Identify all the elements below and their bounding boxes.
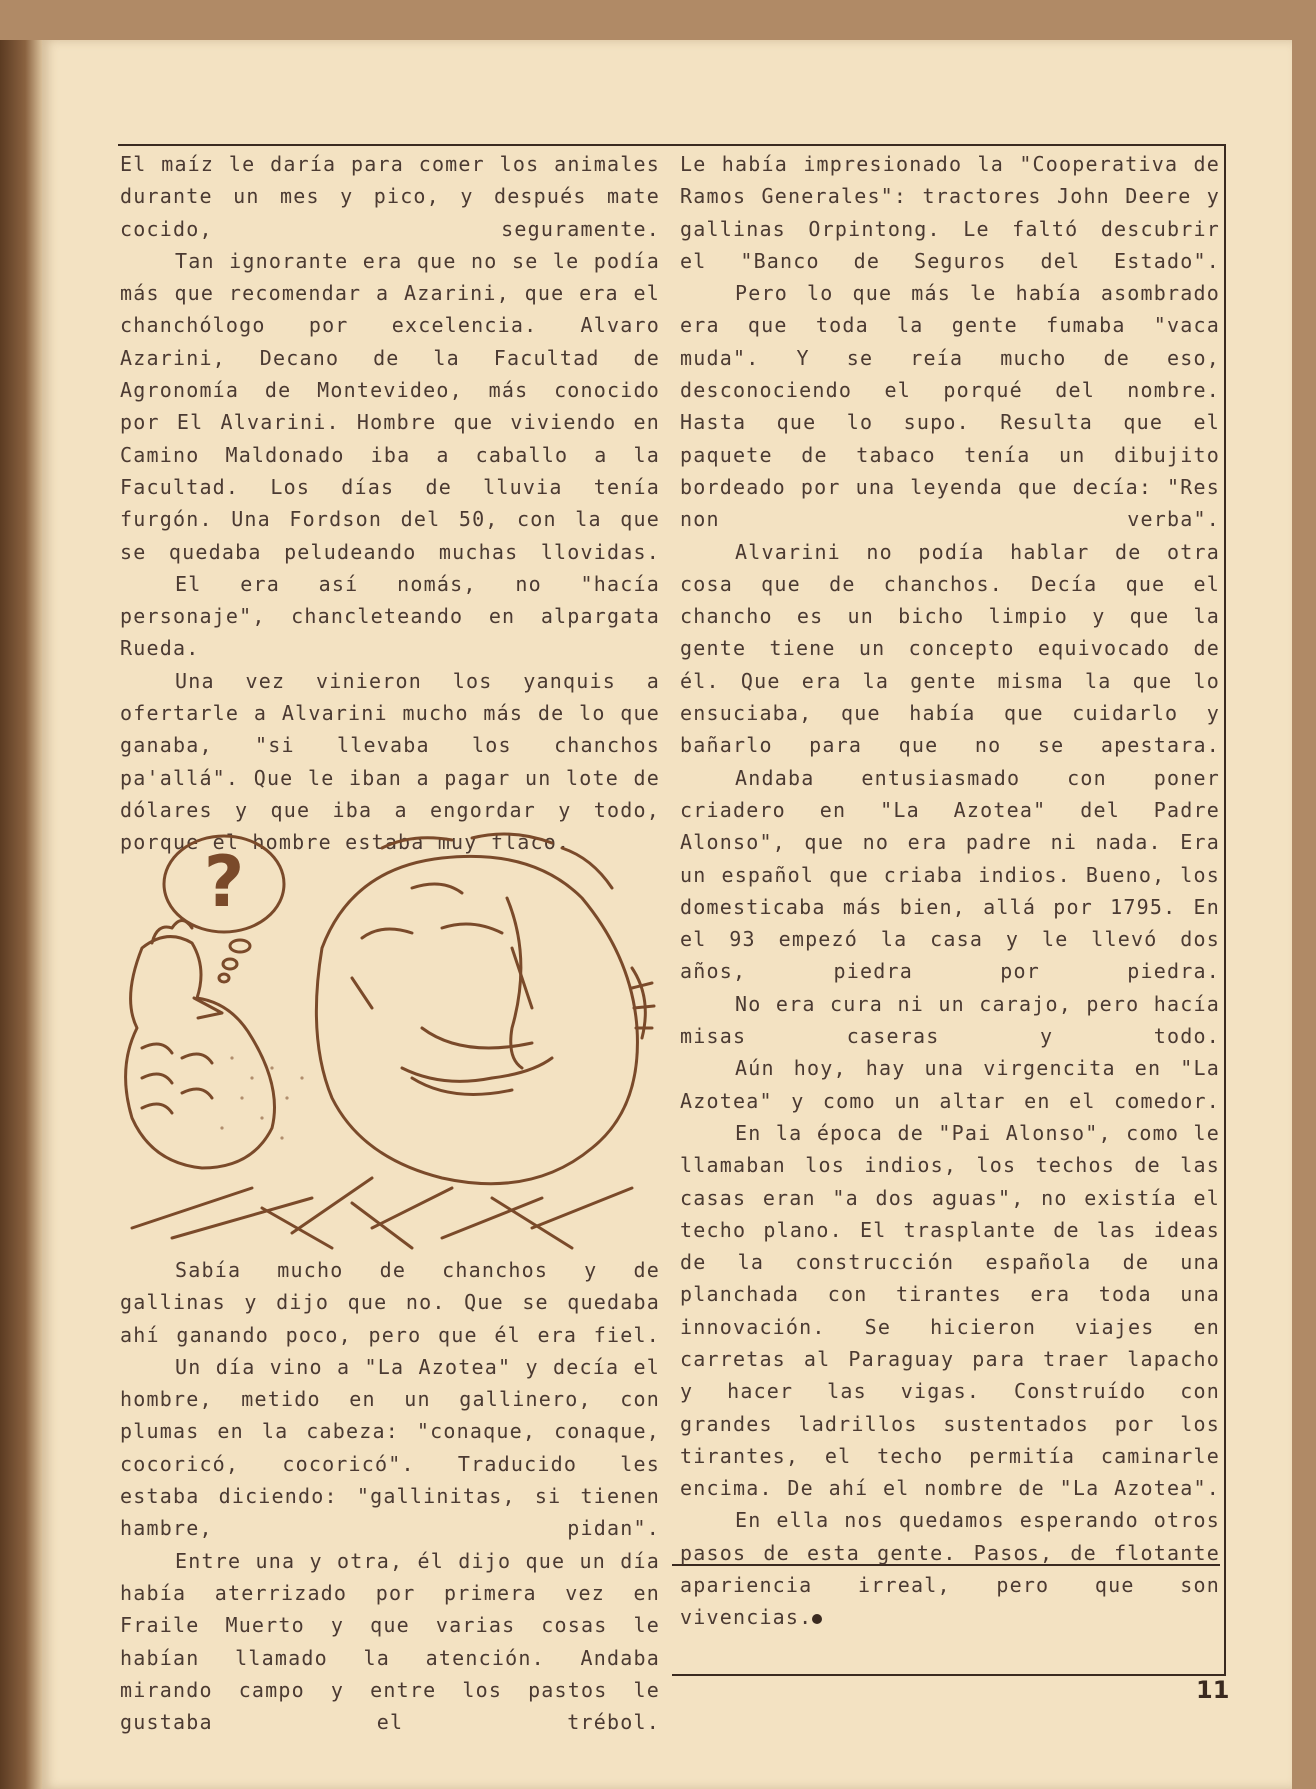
paragraph: Aún hoy, hay una virgencita en "La Azotea" y como un altar en el comedor. [680, 1056, 1220, 1113]
hen-outline [126, 937, 275, 1168]
top-rule [118, 144, 1226, 146]
left-column-bottom [120, 1254, 660, 1738]
paragraph: El maíz le daría para comer los animales durante un mes y pico, y después mate cocido, seguramente. [120, 152, 660, 241]
closing-paragraph [680, 1504, 1220, 1633]
paragraph: Sabía mucho de chanchos y de gallinas y dijo que no. Que se quedaba ahí ganando poco, pero que él era fiel. [120, 1258, 660, 1347]
paragraph: Andaba entusiasmado con poner criadero en "La Azotea" del Padre Alonso", que no era padre ni nada. Era un español que criaba indios. Bueno, los domesticaba más bien, allá por 1795. En el 93 empezó la casa y le llevó dos años, piedra por piedra. [680, 765, 1220, 984]
left-column-top [120, 148, 660, 859]
paragraph: No era cura ni un carajo, pero hacía misas caseras y todo. [680, 991, 1220, 1049]
paragraph: Alvarini no podía hablar de otra cosa que de chanchos. Decía que el chancho es un bicho limpio y que la gente tiene un concepto equivocado de él. Que era la gente misma la que lo ensuciaba, que había que cuidarlo y bañarlo para que no se apestara. [680, 539, 1220, 758]
paragraph: Pero lo que más le había asombrado era que toda la gente fumaba "vaca muda". Y se reía mucho de eso, desconociendo el porqué del nombre. Hasta que lo supo. Resulta que el paquete de tabaco tenía un dibujito bordeado por una leyenda que decía: "Res non verba". [680, 281, 1220, 532]
paragraph: Entre una y otra, él dijo que un día había aterrizado por primera vez en Fraile Muerto y que varias cosas le habían llamado la atención. Andaba mirando campo y entre los pastos le gustaba el trébol. [120, 1548, 660, 1735]
right-column [680, 148, 1220, 1634]
book-spine [0, 40, 42, 1789]
closing-text: En ella nos quedamos esperando otros pasos de esta gente. Pasos, de flotante apariencia irreal, pero que son vivencias. [680, 1508, 1220, 1630]
face-outline [316, 856, 637, 1183]
paragraph: El era así nomás, no "hacía personaje", chancleteando en alpargata Rueda. [120, 571, 660, 661]
question-mark: ? [203, 841, 245, 923]
illustration-alvarini-and-hen [112, 828, 668, 1258]
paragraph: Un día vino a "La Azotea" y decía el hombre, metido en un gallinero, con plumas en la cabeza: "conaque, conaque, cocoricó, cocoricó". Traducido les estaba diciendo: "gallinitas, si tienen hambre, pidan". [120, 1354, 660, 1541]
paragraph: En la época de "Pai Alonso", como le llamaban los indios, los techos de las casas eran "a dos aguas", no existía el techo plano. El trasplante de las ideas de la construcción española de una planchada con tirantes era toda una innovación. Se hicieron viajes en carretas al Paraguay para traer lapacho y hacer las vigas. Construído con grandes ladrillos sustentados por los tirantes, el techo permitía caminarle encima. De ahí el nombre de "La Azotea". [680, 1120, 1220, 1501]
end-bullet-icon [812, 1614, 822, 1624]
right-rule [1224, 144, 1226, 1675]
paragraph: Una vez vinieron los yanquis a ofertarle a Alvarini mucho más de lo que ganaba, "si llevaba los chanchos pa'allá". Que le iban a pagar un lote de dólares y que iba a engordar y todo, porque el hombre estaba muy flaco. [120, 668, 660, 855]
bottom-rule [672, 1674, 1226, 1676]
page-number: 11 [1196, 1676, 1230, 1704]
paragraph: Le había impresionado la "Cooperativa de Ramos Generales": tractores John Deere y gallinas Orpintong. Le faltó descubrir el "Banco de Seguros del Estado". [680, 152, 1220, 273]
paragraph: Tan ignorante era que no se le podía más que recomendar a Azarini, que era el chanchólogo por excelencia. Alvaro Azarini, Decano de la Facultad de Agronomía de Montevideo, más conocido por El Alvarini. Hombre que viviendo en Camino Maldonado iba a caballo a la Facultad. Los días de lluvia tenía furgón. Una Fordson del 50, con la que se quedaba peludeando muchas llovidas. [120, 248, 660, 564]
